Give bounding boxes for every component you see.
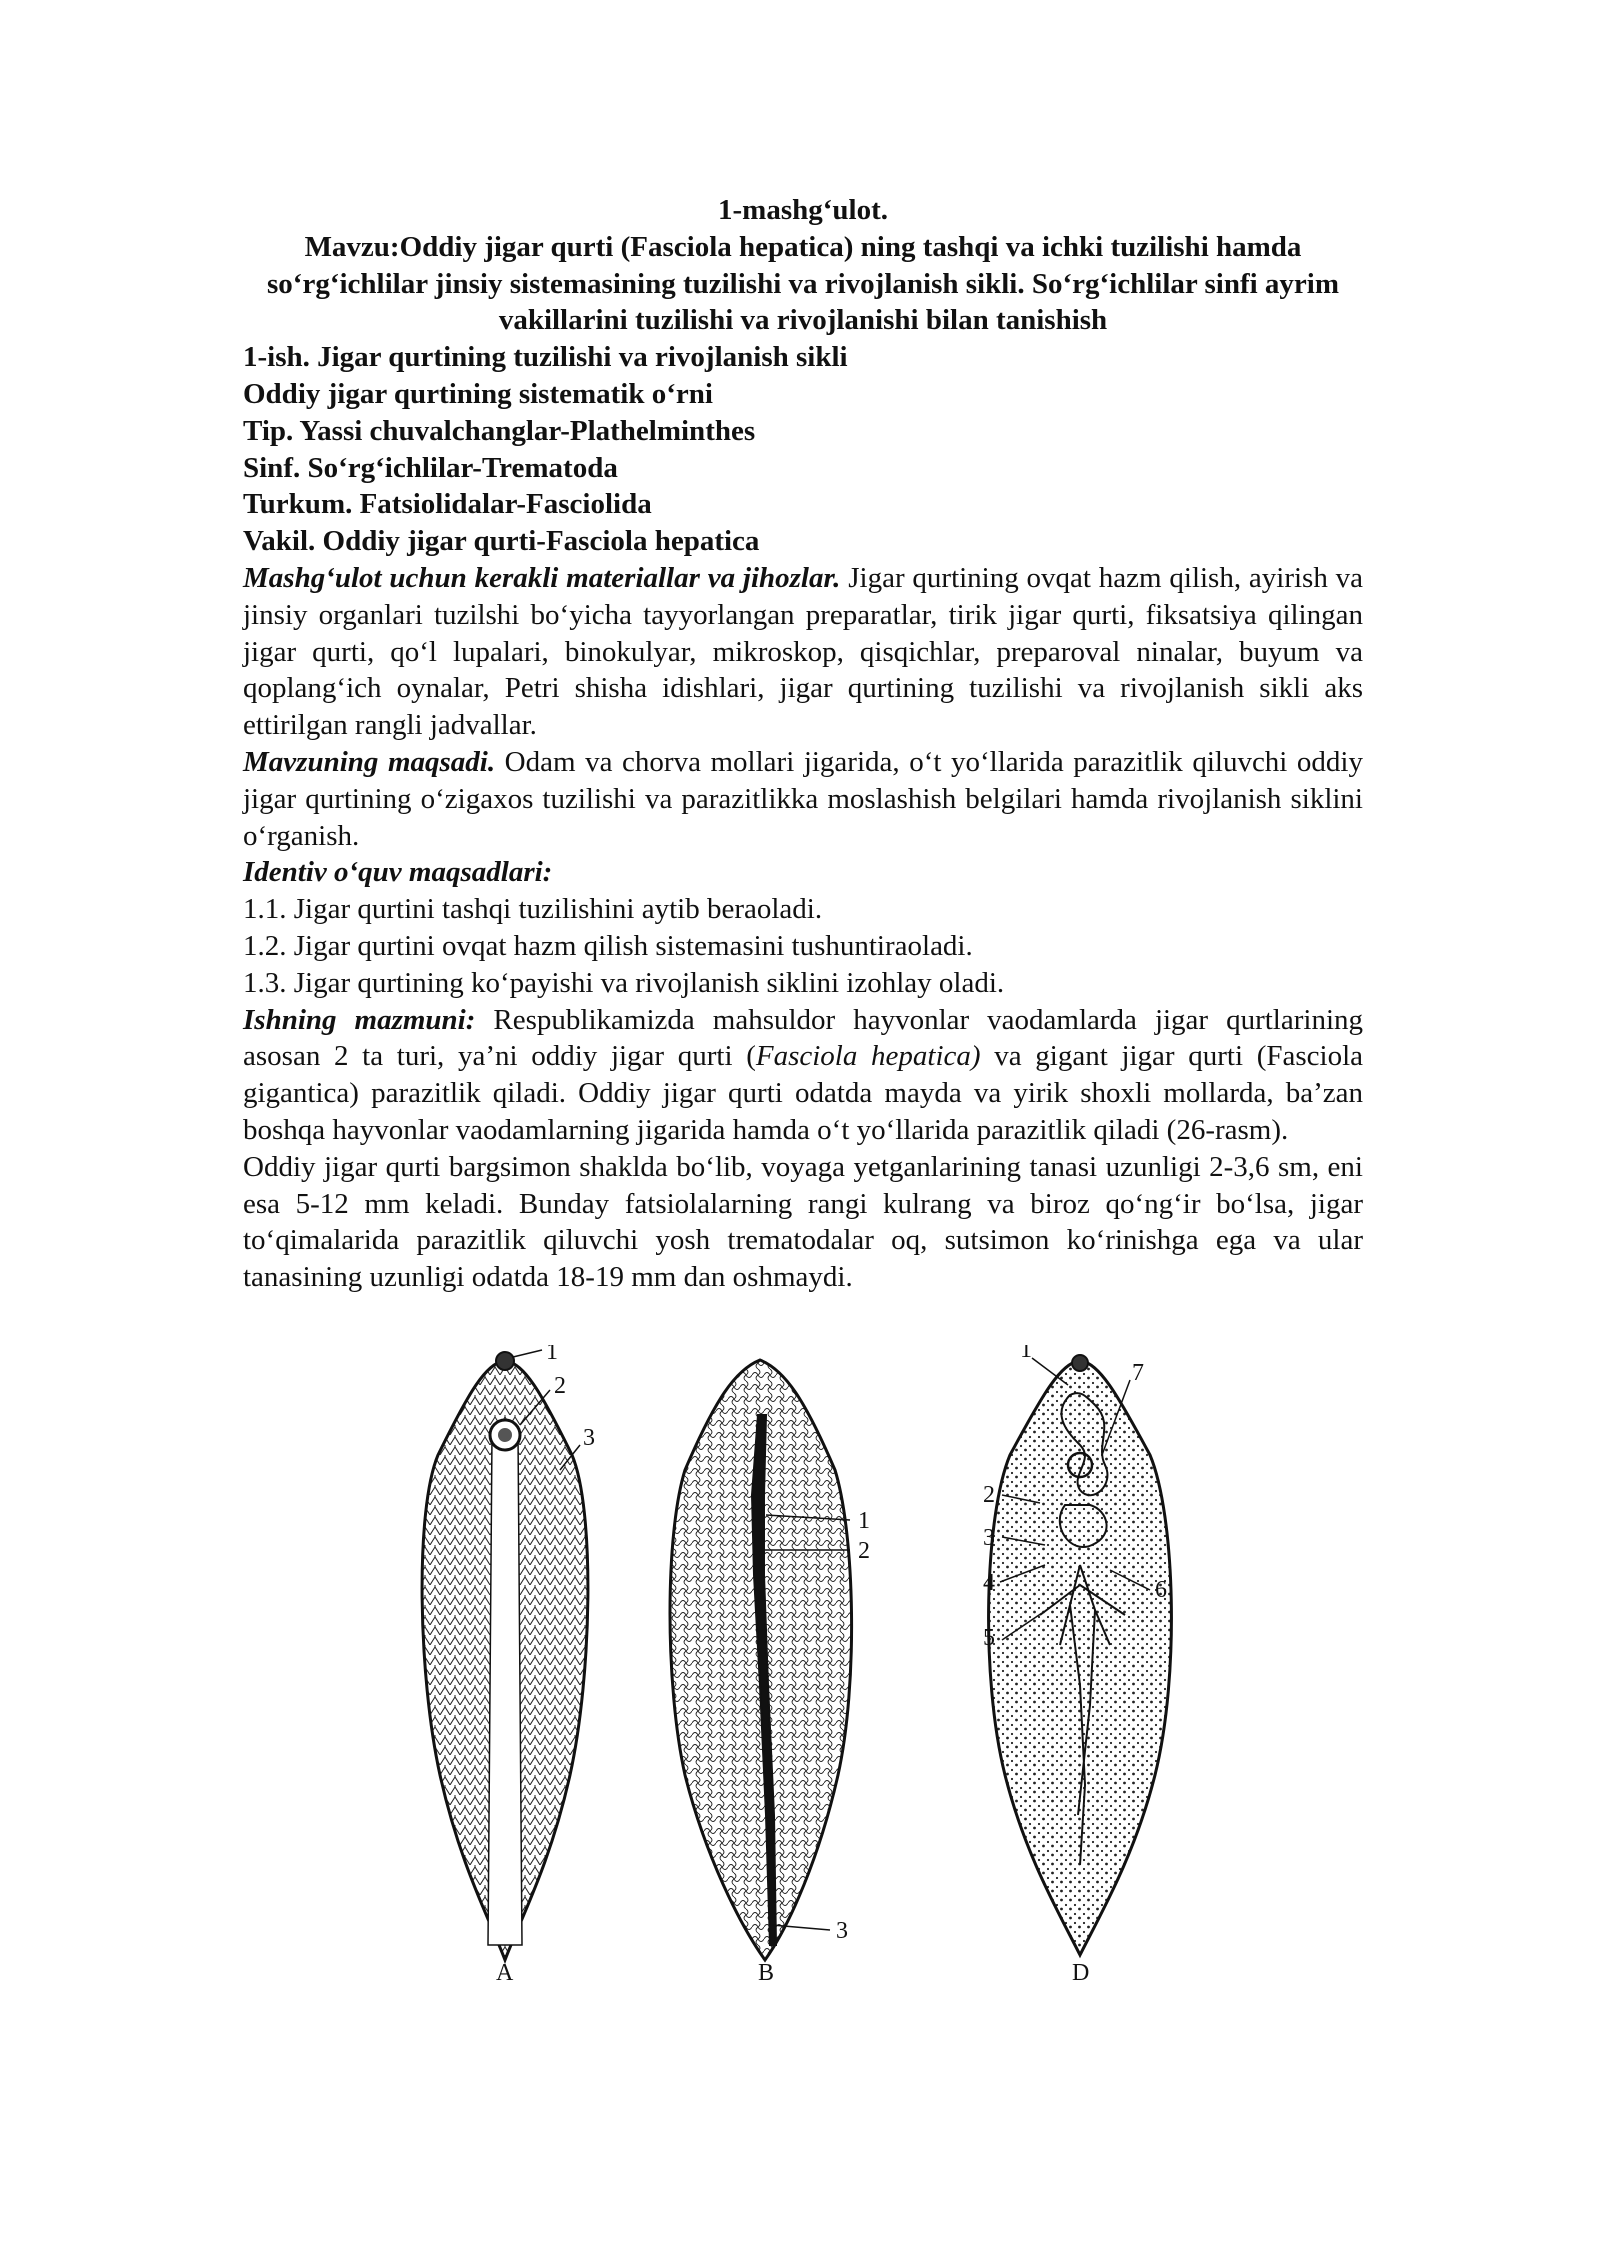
goal-item: 1.3. Jigar qurtining ko‘payishi va rivojlanish siklini izohlay oladi. [243,966,1005,999]
materials-paragraph [243,560,1363,744]
panel-b-caption: B [758,1960,775,1985]
panel-b-label: 1 [858,1508,870,1534]
content-lead: Ishning mazmuni: [243,1003,476,1036]
panel-d-label: 7 [1132,1360,1144,1386]
content-text-1: Respublikamizda mahsuldor hayvonlar vaodamlarda jigar qurtlarining asosan 2 ta turi, ya’ni oddiy jigar qurti ( [243,1003,1364,1073]
materials-text: Jigar qurtining ovqat hazm qilish, ayirish va jinsiy organlari tuzilshi bo‘yicha tayyorlangan preparatlar, tirik jigar qurti, fiksatsiya qilingan jigar qurti, qo‘l lupalari, binokulyar, mikroskop, qisqichlar, preparoval ninalar, buyum va qoplang‘ich oynalar, Petri shisha idishlari, jigar qurtining tuzilishi va rivojlanish sikli aks ettirilgan rangli jadvallar. [243,561,1364,742]
goal-item: 1.1. Jigar qurtini tashqi tuzilishini aytib beraoladi. [243,893,823,926]
description-paragraph: Oddiy jigar qurti bargsimon shaklda bo‘lib, voyaga yetganlarining tanasi uzunligi 2-3,6 sm, eni esa 5-12 mm keladi. Bunday fatsiolalarning rangi kulrang va biroz qo‘ng‘ir bo‘lsa, jigar to‘qimalarida parazitlik qiluvchi yosh trematodalar oq, sutsimon ko‘rinishga ega va ular tanasining uzunligi odatda 18-19 mm dan oshmaydi. [243,1150,1363,1294]
fasciola-illustration [380,1345,1260,1985]
panel-d-label: 5 [983,1625,995,1651]
fasciola-figure [380,1345,1260,1985]
panel-b-label: 2 [858,1538,870,1564]
taxonomy-line: Turkum. Fatsiolidalar-Fasciolida [243,488,652,521]
panel-d-label: 2 [983,1482,995,1508]
panel-d-oral-sucker [1072,1355,1088,1371]
panel-a-label: 3 [583,1425,595,1451]
topic-title: Mavzu:Oddiy jigar qurti (Fasciola hepatica) ning tashqi va ichki tuzilishi hamda so‘rg‘ichlilar jinsiy sistemasining tuzilishi va rivojlanish sikli. So‘rg‘ichlilar sinfi ayrim vakillarini tuzilishi va rivojlanishi bilan tanishish [267,230,1339,337]
panel-a-caption: A [496,1960,514,1985]
purpose-text: Odam va chorva mollari jigarida, o‘t yo‘llarida parazitlik qiluvchi oddiy jigar qurtining o‘zigaxos tuzilishi va parazitlikka moslashish belgilari hamda rivojlanish siklini o‘rganish. [243,745,1363,852]
panel-b-drawing [670,1360,870,1985]
document-page [243,192,1363,1296]
panel-d-caption: D [1072,1960,1090,1985]
lesson-title: 1-mashg‘ulot. [718,194,888,226]
panel-b-label: 3 [836,1918,848,1944]
taxonomy-line: Tip. Yassi chuvalchanglar-Plathelminthes [243,414,756,447]
panel-a-label: 2 [554,1373,566,1399]
panel-a-label: 1 [546,1345,558,1365]
materials-lead: Mashg‘ulot uchun kerakli materiallar va jihozlar. [243,561,841,594]
panel-d-label: 4 [983,1570,995,1596]
panel-a-oral-sucker [496,1352,514,1370]
panel-d-body [989,1360,1172,1955]
goal-item: 1.2. Jigar qurtini ovqat hazm qilish sistemasini tushuntiraoladi. [243,929,973,962]
purpose-lead: Mavzuning maqsadi. [243,745,496,778]
content-text-2: va gigant jigar qurti (Fasciola gigantica) parazitlik qiladi. Oddiy jigar qurti odatda mayda va yirik shoxli mollarda, ba’zan boshqa hayvonlar vaodamlarning jigarida hamda o‘t yo‘llarida parazitlik qiladi (26-rasm). [243,1040,1363,1146]
species-name: Fasciola hepatica) [755,1040,981,1073]
panel-a-drawing [422,1345,595,1985]
panel-d-label: 1 [1020,1345,1032,1363]
goals-title: Identiv o‘quv maqsadlari: [243,856,553,889]
content-paragraph [243,1002,1363,1149]
panel-d-label: 6 [1155,1577,1167,1603]
taxonomy-line: Oddiy jigar qurtining sistematik o‘rni [243,377,713,410]
taxonomy-line: 1-ish. Jigar qurtining tuzilishi va rivojlanish sikli [243,341,848,374]
purpose-paragraph [243,744,1363,854]
taxonomy-line: Vakil. Oddiy jigar qurti-Fasciola hepatica [243,525,760,558]
panel-d-drawing [983,1345,1171,1985]
panel-a-gut-cavity [488,1435,522,1945]
taxonomy-line: Sinf. So‘rg‘ichlilar-Trematoda [243,451,618,484]
panel-d-label: 3 [983,1525,995,1551]
